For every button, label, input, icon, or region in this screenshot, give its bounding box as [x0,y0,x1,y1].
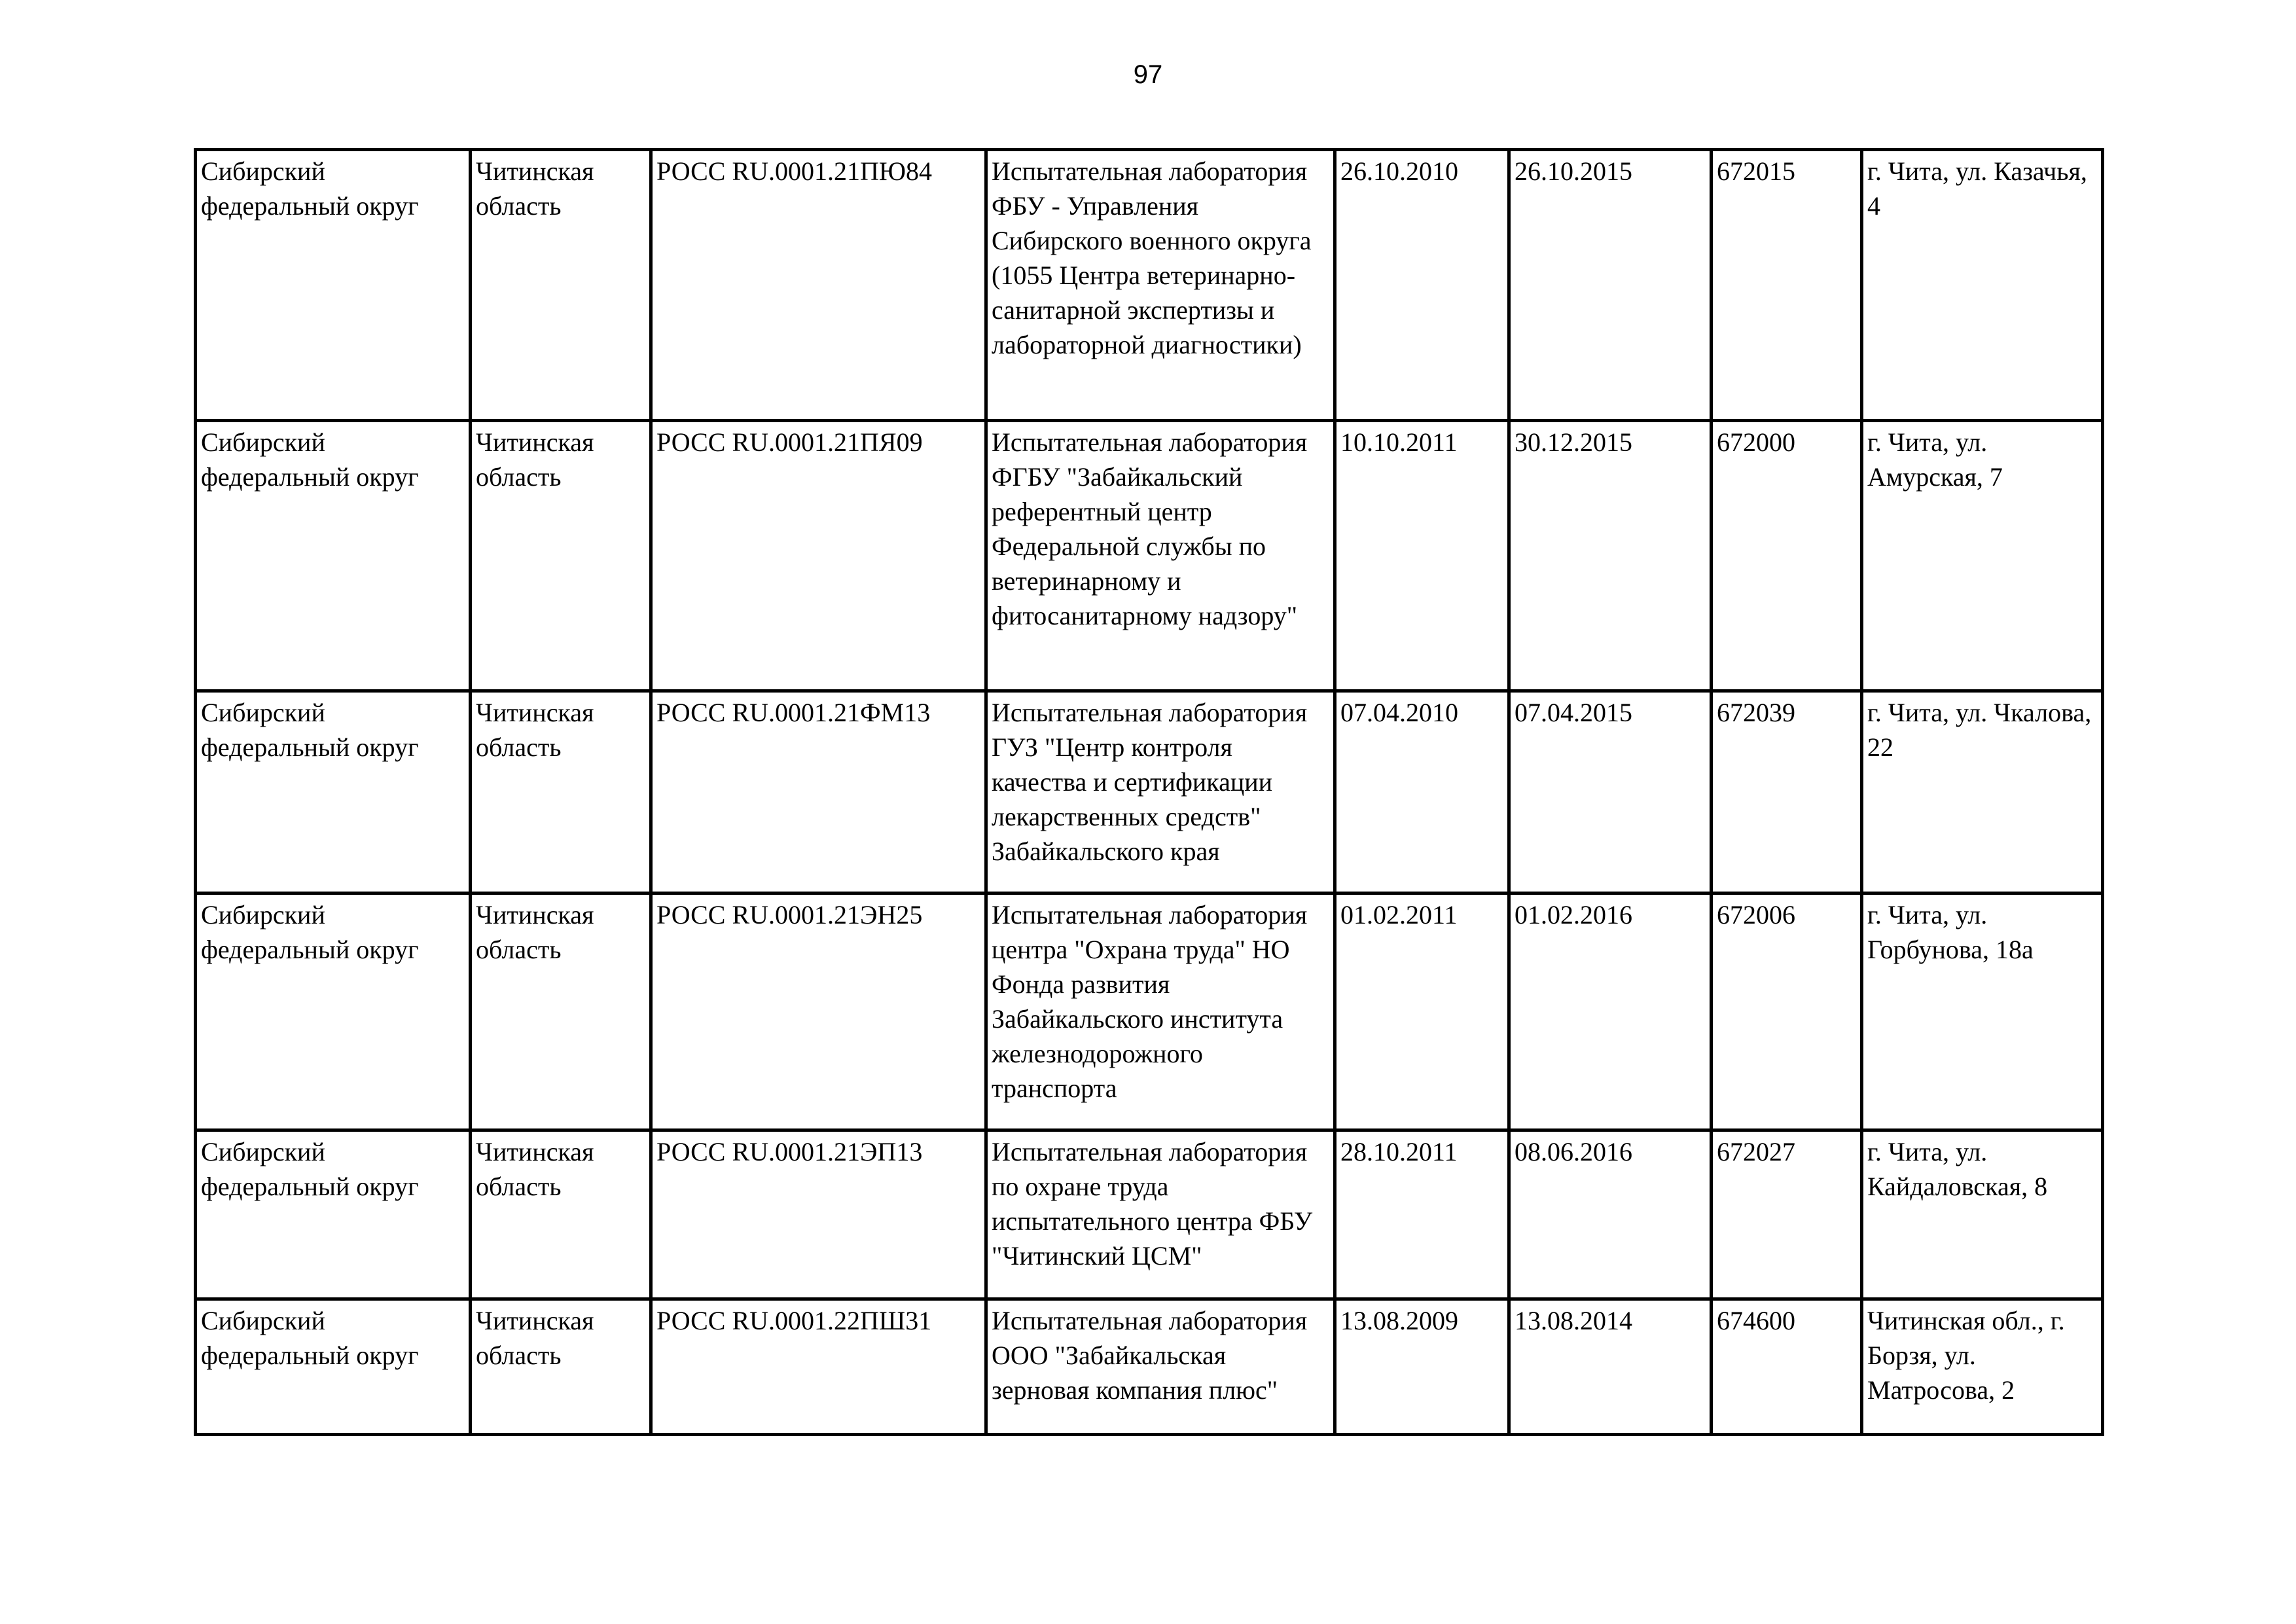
date-from-cell: 10.10.2011 [1335,421,1509,691]
address-cell: г. Чита, ул. Амурская, 7 [1862,421,2103,691]
date-from-cell: 07.04.2010 [1335,691,1509,893]
postcode-cell: 672027 [1712,1130,1862,1299]
district-cell: Сибирский федеральный округ [196,893,471,1130]
laboratory-name-cell: Испытательная лаборатория ООО "Забайкальская зерновая компания плюс" [986,1299,1335,1435]
address-cell: г. Чита, ул. Горбунова, 18а [1862,893,2103,1130]
registration-number-cell: РОСС RU.0001.22ПШ31 [651,1299,986,1435]
region-cell: Читинская область [471,421,651,691]
registration-number-cell: РОСС RU.0001.21ЭП13 [651,1130,986,1299]
district-cell: Сибирский федеральный округ [196,691,471,893]
registration-number-cell: РОСС RU.0001.21ФМ13 [651,691,986,893]
table-row [196,893,2103,1130]
postcode-cell: 674600 [1712,1299,1862,1435]
date-to-cell: 30.12.2015 [1509,421,1712,691]
date-from-cell: 28.10.2011 [1335,1130,1509,1299]
district-cell: Сибирский федеральный округ [196,421,471,691]
date-to-cell: 13.08.2014 [1509,1299,1712,1435]
postcode-cell: 672006 [1712,893,1862,1130]
address-cell: Читинская обл., г. Борзя, ул. Матросова, 2 [1862,1299,2103,1435]
laboratory-name-cell: Испытательная лаборатория центра "Охрана труда" НО Фонда развития Забайкальского института железнодорожного транспорта [986,893,1335,1130]
postcode-cell: 672015 [1712,150,1862,421]
date-from-cell: 01.02.2011 [1335,893,1509,1130]
region-cell: Читинская область [471,1299,651,1435]
laboratory-name-cell: Испытательная лаборатория ФГБУ "Забайкальский референтный центр Федеральной службы по ветеринарному и фитосанитарному надзору" [986,421,1335,691]
district-cell: Сибирский федеральный округ [196,150,471,421]
address-cell: г. Чита, ул. Казачья, 4 [1862,150,2103,421]
postcode-cell: 672000 [1712,421,1862,691]
date-to-cell: 08.06.2016 [1509,1130,1712,1299]
table-row [196,1299,2103,1435]
date-from-cell: 13.08.2009 [1335,1299,1509,1435]
region-cell: Читинская область [471,1130,651,1299]
table-row [196,421,2103,691]
table-row [196,691,2103,893]
registration-number-cell: РОСС RU.0001.21ПЯ09 [651,421,986,691]
region-cell: Читинская область [471,893,651,1130]
table-row [196,150,2103,421]
laboratory-name-cell: Испытательная лаборатория ГУЗ "Центр контроля качества и сертификации лекарственных средств" Забайкальского края [986,691,1335,893]
date-to-cell: 01.02.2016 [1509,893,1712,1130]
registration-number-cell: РОСС RU.0001.21ЭН25 [651,893,986,1130]
table-row [196,1130,2103,1299]
region-cell: Читинская область [471,691,651,893]
district-cell: Сибирский федеральный округ [196,1299,471,1435]
address-cell: г. Чита, ул. Кайдаловская, 8 [1862,1130,2103,1299]
date-to-cell: 07.04.2015 [1509,691,1712,893]
page-number: 97 [1133,60,1163,89]
address-cell: г. Чита, ул. Чкалова, 22 [1862,691,2103,893]
postcode-cell: 672039 [1712,691,1862,893]
registration-number-cell: РОСС RU.0001.21ПЮ84 [651,150,986,421]
laboratory-name-cell: Испытательная лаборатория по охране труда испытательного центра ФБУ "Читинский ЦСМ" [986,1130,1335,1299]
date-from-cell: 26.10.2010 [1335,150,1509,421]
laboratory-name-cell: Испытательная лаборатория ФБУ - Управления Сибирского военного округа (1055 Центра ветеринарно-санитарной экспертизы и лабораторной диагностики) [986,150,1335,421]
region-cell: Читинская область [471,150,651,421]
district-cell: Сибирский федеральный округ [196,1130,471,1299]
date-to-cell: 26.10.2015 [1509,150,1712,421]
laboratory-registry-table [194,148,2104,1436]
